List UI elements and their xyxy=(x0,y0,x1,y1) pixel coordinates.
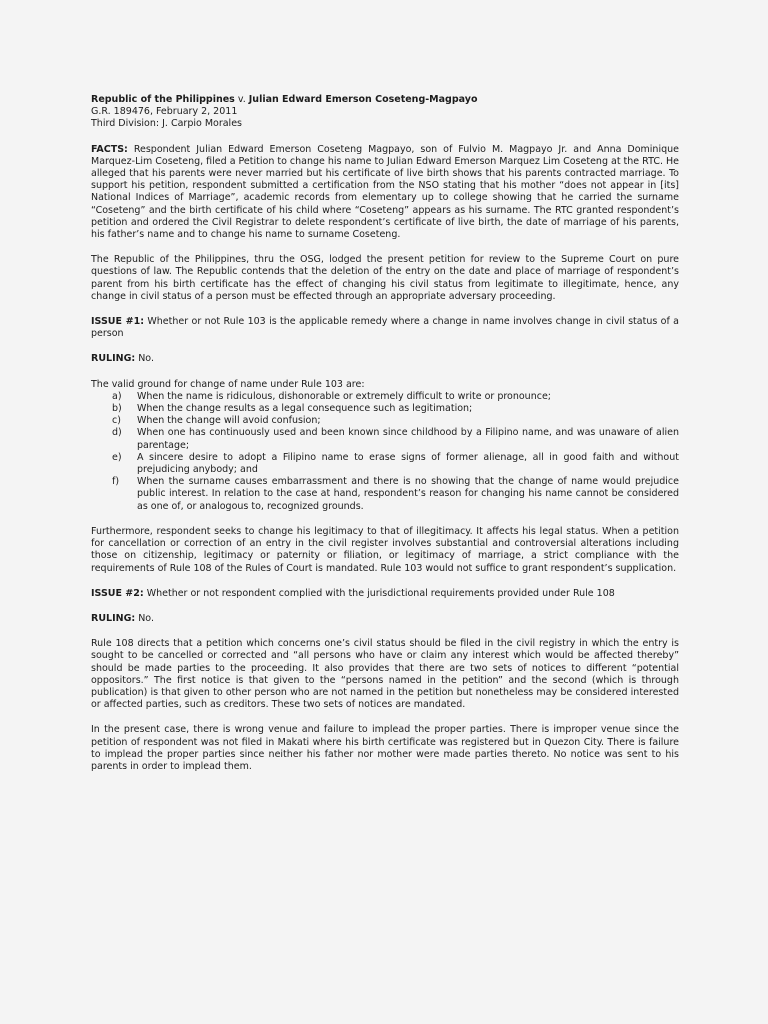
list-item xyxy=(112,476,679,513)
case-title xyxy=(91,94,679,106)
grounds-intro: The valid ground for change of name under Rule 103 are: xyxy=(91,378,365,390)
issue-two-text: Whether or not respondent complied with the jurisdictional requirements provided under Rule 108 xyxy=(143,587,615,599)
ruling-two-label: RULING: xyxy=(91,612,136,624)
party-two: Julian Edward Emerson Coseteng-Magpayo xyxy=(248,94,478,105)
issue-one xyxy=(91,316,679,340)
gr-number: G.R. 189476, February 2, 2011 xyxy=(91,106,238,118)
grounds-list xyxy=(91,391,679,513)
ruling-one-text: No. xyxy=(135,353,154,365)
ruling-one xyxy=(91,353,679,365)
issue-one-text: Whether or not Rule 103 is the applicable remedy where a change in name involves change in civil status of a person xyxy=(91,316,679,340)
rule-108-paragraph: Rule 108 directs that a petition which concerns one’s civil status should be filed in the civil registry in which the entry is sought to be cancelled or corrected and “all persons who have or claim any interest which would be affected thereby” should be made parties to the proceeding. It also provides that there are two sets of notices to different “potential oppositors.” The first notice is that given to the “persons named in the petition” and the second (which is through publication) is that given to other person who are not named in the petition but nonetheless may be considered interested or affected parties, such as creditors. These two sets of notices are mandated. xyxy=(91,638,679,711)
issue-two xyxy=(91,588,679,600)
list-item-text: When the change will avoid confusion; xyxy=(137,415,321,427)
party-one: Republic of the Philippines xyxy=(91,94,235,105)
list-item xyxy=(112,403,679,415)
issue-two-label: ISSUE #2: xyxy=(91,587,144,599)
issue-one-label: ISSUE #1: xyxy=(91,316,145,328)
list-marker: a) xyxy=(112,390,122,402)
list-item xyxy=(112,427,679,451)
versus-text: v. xyxy=(234,94,249,105)
ruling-two xyxy=(91,613,679,625)
list-marker: d) xyxy=(112,427,122,439)
list-item-text: When the surname causes embarrassment and there is no showing that the change of name would prejudice public interest. In relation to the case at hand, respondent’s reason for changing his name cannot be considered as one of, or analogous to, recognized grounds. xyxy=(137,476,679,512)
division-line: Third Division: J. Carpio Morales xyxy=(91,118,242,130)
list-marker: f) xyxy=(112,476,120,488)
furthermore-paragraph: Furthermore, respondent seeks to change his legitimacy to that of illegitimacy. It affects his legal status. When a petition for cancellation or correction of an entry in the civil register involves substantial and controversial alterations including those on citizenship, legitimacy or paternity or filiation, or legitimacy of marriage, a strict compliance with the requirements of Rule 108 of the Rules of Court is mandated. Rule 103 would not suffice to grant respondent’s supplication. xyxy=(91,525,679,574)
list-item-text: When the name is ridiculous, dishonorable or extremely difficult to write or pronounce; xyxy=(137,390,551,402)
osg-paragraph: The Republic of the Philippines, thru the OSG, lodged the present petition for review to the Supreme Court on pure questions of law. The Republic contends that the deletion of the entry on the date and place of marriage of respondent’s parent from his birth certificate has the effect of changing his civil status from legitimate to illegitimate, hence, any change in civil status of a person must be effected through an appropriate adversary proceeding. xyxy=(91,254,679,302)
list-item-text: A sincere desire to adopt a Filipino name to erase signs of former alienage, all in good faith and without prejudicing anybody; and xyxy=(137,451,679,476)
facts-label: FACTS: xyxy=(91,143,128,155)
list-item xyxy=(112,391,679,403)
list-marker: e) xyxy=(112,451,122,463)
present-case-paragraph: In the present case, there is wrong venue and failure to implead the proper parties. There is improper venue since the petition of respondent was not filed in Makati where his birth certificate was registered but in Quezon City. There is failure to implead the proper parties since neither his father nor mother were made parties thereto. No notice was sent to his parents in order to implead them. xyxy=(91,724,679,772)
ruling-one-label: RULING: xyxy=(91,353,136,365)
facts-paragraph xyxy=(91,144,679,242)
list-item xyxy=(112,452,679,476)
ruling-two-text: No. xyxy=(135,612,154,624)
list-item xyxy=(112,415,679,427)
list-item-text: When one has continuously used and been known since childhood by a Filipino name, and was unaware of alien parentage; xyxy=(137,427,679,451)
list-marker: c) xyxy=(112,415,121,427)
list-marker: b) xyxy=(112,403,122,415)
list-item-text: When the change results as a legal consequence such as legitimation; xyxy=(137,403,473,415)
facts-text: Respondent Julian Edward Emerson Coseteng Magpayo, son of Fulvio M. Magpayo Jr. and Anna Dominique Marquez-Lim Coseteng, filed a Petition to change his name to Julian Edward Emerson Marquez Lim Coseteng at the RTC. He alleged that his parents were never married but his certificate of live birth shows that his parents contracted marriage. To support his petition, respondent submitted a certification from the NSO stating that his mother “does not appear in [its] National Indices of Marriage”, academic records from elementary up to college showing that he carried the surname “Coseteng” and the birth certificate of his child where “Coseteng” appears as his surname. The RTC granted respondent’s petition and ordered the Civil Registrar to delete respondent’s certificate of live birth, the date of marriage of his parents, his father’s name and to change his name to surname Coseteng. xyxy=(91,143,679,241)
